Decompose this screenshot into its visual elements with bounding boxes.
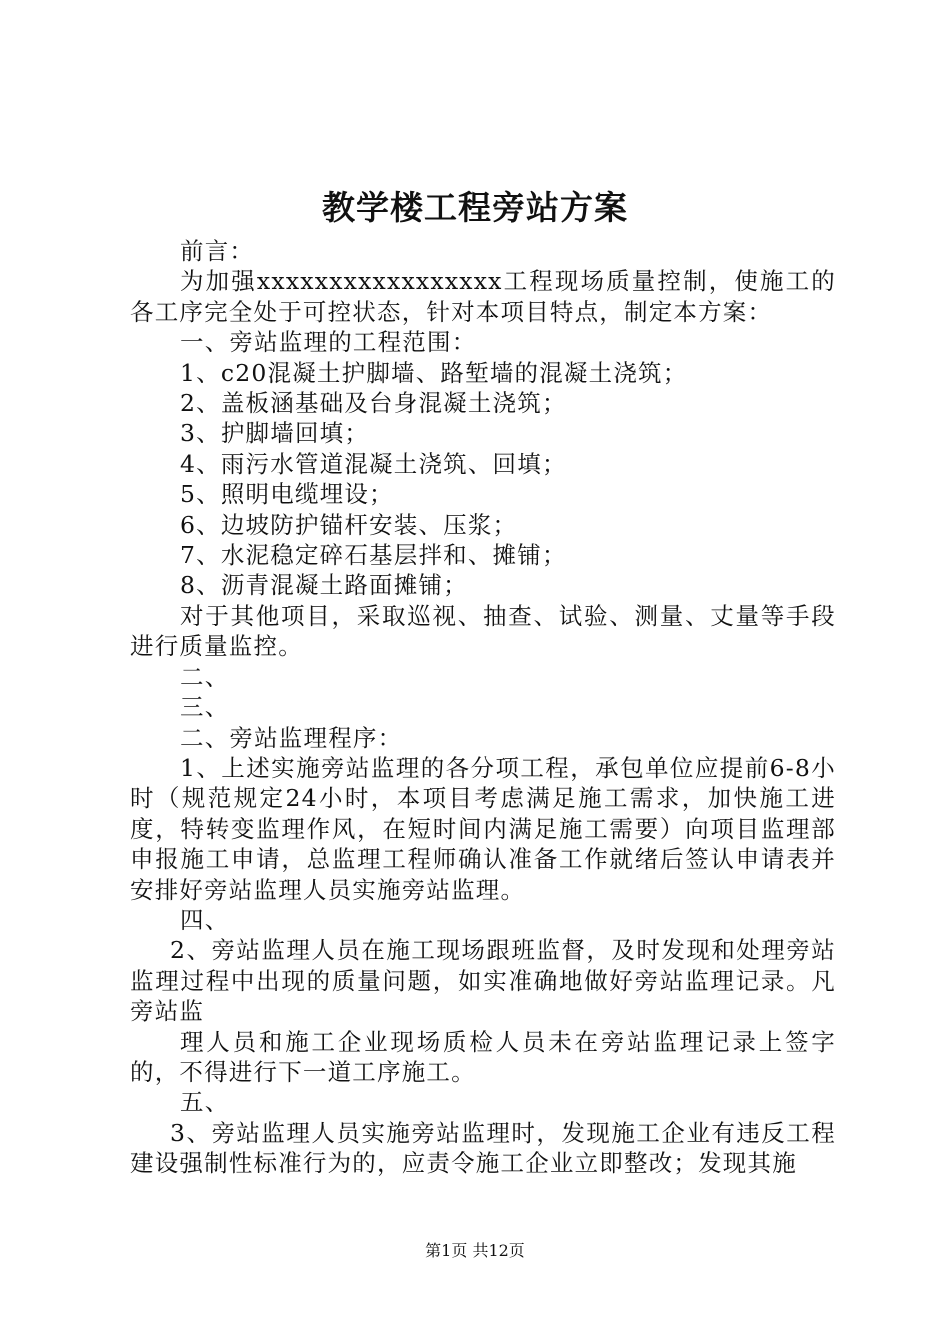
list-item: 5、照明电缆埋设；	[180, 480, 394, 509]
paragraph-section-scope: 一、旁站监理的工程范围：	[180, 328, 477, 357]
list-item: 7、水泥稳定碎石基层拌和、摊铺；	[180, 541, 567, 570]
list-item: 3、护脚墙回填；	[180, 419, 370, 448]
document-body	[130, 236, 836, 1179]
paragraph-preface-heading: 前言：	[180, 237, 255, 265]
paragraph-placeholder-two: 二、	[180, 662, 230, 691]
paragraph-placeholder-five: 五、	[180, 1088, 230, 1117]
paragraph-preface-text: 为加强xxxxxxxxxxxxxxxxx工程现场质量控制，使施工的各工序完全处于可控状态，针对本项目特点，制定本方案：	[130, 267, 836, 326]
paragraph-placeholder-four: 四、	[180, 905, 230, 934]
paragraph-procedure-3: 3、旁站监理人员实施旁站监理时，发现施工企业有违反工程建设强制性标准行为的，应责令施工企业立即整改；发现其施	[130, 1118, 836, 1178]
list-item: 4、雨污水管道混凝土浇筑、回填；	[180, 449, 567, 478]
list-item: 1、c20混凝土护脚墙、路堑墙的混凝土浇筑；	[180, 358, 688, 387]
list-item: 2、盖板涵基础及台身混凝土浇筑；	[180, 389, 567, 418]
list-item: 6、边坡防护锚杆安装、压浆；	[180, 510, 518, 539]
paragraph-procedure-2-cont: 理人员和施工企业现场质检人员未在旁站监理记录上签字的，不得进行下一道工序施工。	[130, 1027, 836, 1086]
document-title: 教学楼工程旁站方案	[322, 188, 628, 227]
paragraph-section-procedure: 二、旁站监理程序：	[180, 723, 403, 752]
paragraph-procedure-2: 2、旁站监理人员在施工现场跟班监督，及时发现和处理旁站监理过程中出现的质量问题，如实准确地做好旁站监理记录。凡旁站监	[130, 936, 836, 1026]
page-number-footer: 第1页 共12页	[425, 1241, 525, 1260]
list-item: 8、沥青混凝土路面摊铺；	[180, 571, 468, 600]
paragraph-procedure-1: 1、上述实施旁站监理的各分项工程，承包单位应提前6-8小时（规范规定24小时，本项目考虑满足施工需求，加快施工进度，特转变监理作风，在短时间内满足施工需要）向项目监理部申报施工申请，总监理工程师确认准备工作就绪后签认申请表并安排好旁站监理人员实施旁站监理。	[130, 753, 836, 904]
paragraph-other-items: 对于其他项目，采取巡视、抽查、试验、测量、丈量等手段进行质量监控。	[130, 601, 836, 661]
paragraph-placeholder-three: 三、	[180, 693, 230, 722]
